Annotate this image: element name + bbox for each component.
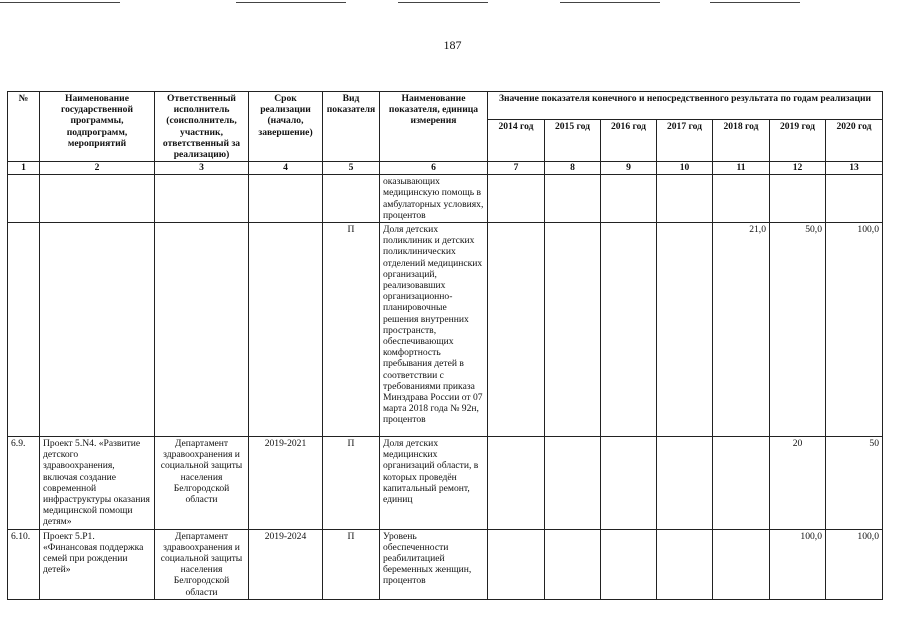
row-executor: Департамент здравоохранения и социальной защиты населения Белгородской области (155, 437, 249, 530)
row-value-2020: 50 (826, 437, 883, 530)
header-year: 2014 год (488, 120, 545, 162)
row-value-2017 (657, 175, 713, 223)
header-row-top (8, 92, 883, 120)
header-year: 2015 год (545, 120, 601, 162)
row-value-2015 (545, 223, 601, 437)
header-year: 2019 год (770, 120, 826, 162)
table-row (8, 529, 883, 599)
header-values-group: Значение показателя конечного и непосредственного результата по годам реализации (488, 92, 883, 120)
row-value-2020: 100,0 (826, 223, 883, 437)
header-indicator: Наименование показателя, единица измерения (380, 92, 488, 162)
column-number: 5 (323, 162, 380, 175)
row-no: 6.10. (8, 529, 40, 599)
row-value-2018 (713, 529, 770, 599)
row-term: 2019-2024 (249, 529, 323, 599)
row-value-2016 (601, 175, 657, 223)
column-number: 13 (826, 162, 883, 175)
row-value-2020: 100,0 (826, 529, 883, 599)
row-indicator: Доля детских поликлиник и детских поликлинических отделений медицинских организаций, реализовавших организационно-планировочные решения внутренних пространств, обеспечивающих комфортность пребывания детей в соответствии с требованиями приказа Минздрава России от 07 марта 2018 года № 92н, процентов (380, 223, 488, 437)
row-value-2018: 21,0 (713, 223, 770, 437)
row-value-2014 (488, 529, 545, 599)
column-number: 4 (249, 162, 323, 175)
row-value-2017 (657, 223, 713, 437)
scan-edge-mark (236, 2, 346, 3)
row-value-2017 (657, 437, 713, 530)
row-no (8, 175, 40, 223)
page-number: 187 (443, 38, 462, 52)
row-term (249, 223, 323, 437)
header-year: 2020 год (826, 120, 883, 162)
row-value-2016 (601, 529, 657, 599)
row-indicator: оказывающих медицинскую помощь в амбулаторных условиях, процентов (380, 175, 488, 223)
column-number: 9 (601, 162, 657, 175)
header-program: Наименование государственной программы, подпрограмм, мероприятий (40, 92, 155, 162)
row-value-2018 (713, 175, 770, 223)
column-number: 2 (40, 162, 155, 175)
row-value-2018 (713, 437, 770, 530)
column-number: 7 (488, 162, 545, 175)
column-number: 8 (545, 162, 601, 175)
row-value-2019: 20 (770, 437, 826, 530)
scan-edge-mark (398, 2, 488, 3)
row-value-2015 (545, 437, 601, 530)
row-value-2014 (488, 223, 545, 437)
row-type: П (323, 223, 380, 437)
indicator-table (7, 91, 883, 600)
header-term: Срок реализации (начало, завершение) (249, 92, 323, 162)
row-term: 2019-2021 (249, 437, 323, 530)
table-row (8, 437, 883, 530)
row-executor: Департамент здравоохранения и социальной защиты населения Белгородской области (155, 529, 249, 599)
row-value-2017 (657, 529, 713, 599)
row-value-2015 (545, 529, 601, 599)
row-value-2020 (826, 175, 883, 223)
row-type (323, 175, 380, 223)
column-number: 6 (380, 162, 488, 175)
row-value-2019: 100,0 (770, 529, 826, 599)
header-year: 2017 год (657, 120, 713, 162)
row-term (249, 175, 323, 223)
header-executor: Ответственный исполнитель (соисполнитель, участник, ответственный за реализацию) (155, 92, 249, 162)
row-executor (155, 175, 249, 223)
header-year: 2018 год (713, 120, 770, 162)
scan-edge-mark (0, 2, 120, 3)
row-value-2014 (488, 437, 545, 530)
row-indicator: Уровень обеспеченности реабилитацией беременных женщин, процентов (380, 529, 488, 599)
row-value-2016 (601, 223, 657, 437)
header-no: № (8, 92, 40, 162)
row-value-2015 (545, 175, 601, 223)
row-indicator: Доля детских медицинских организаций области, в которых проведён капитальный ремонт, единиц (380, 437, 488, 530)
column-number: 1 (8, 162, 40, 175)
row-value-2016 (601, 437, 657, 530)
row-no (8, 223, 40, 437)
row-program: Проект 5.N4. «Развитие детского здравоохранения, включая создание современной инфраструктуры оказания медицинской помощи детям» (40, 437, 155, 530)
row-no: 6.9. (8, 437, 40, 530)
column-number: 12 (770, 162, 826, 175)
table-row (8, 223, 883, 437)
row-value-2019: 50,0 (770, 223, 826, 437)
row-program: Проект 5.Р1. «Финансовая поддержка семей при рождении детей» (40, 529, 155, 599)
row-value-2019 (770, 175, 826, 223)
scan-edge-mark (560, 2, 660, 3)
row-type: П (323, 437, 380, 530)
row-executor (155, 223, 249, 437)
header-year: 2016 год (601, 120, 657, 162)
row-program (40, 175, 155, 223)
table-row (8, 175, 883, 223)
row-type: П (323, 529, 380, 599)
row-value-2014 (488, 175, 545, 223)
column-number: 11 (713, 162, 770, 175)
column-number: 10 (657, 162, 713, 175)
row-program (40, 223, 155, 437)
scan-edge-mark (710, 2, 800, 3)
column-number-row (8, 162, 883, 175)
header-type: Вид показателя (323, 92, 380, 162)
column-number: 3 (155, 162, 249, 175)
